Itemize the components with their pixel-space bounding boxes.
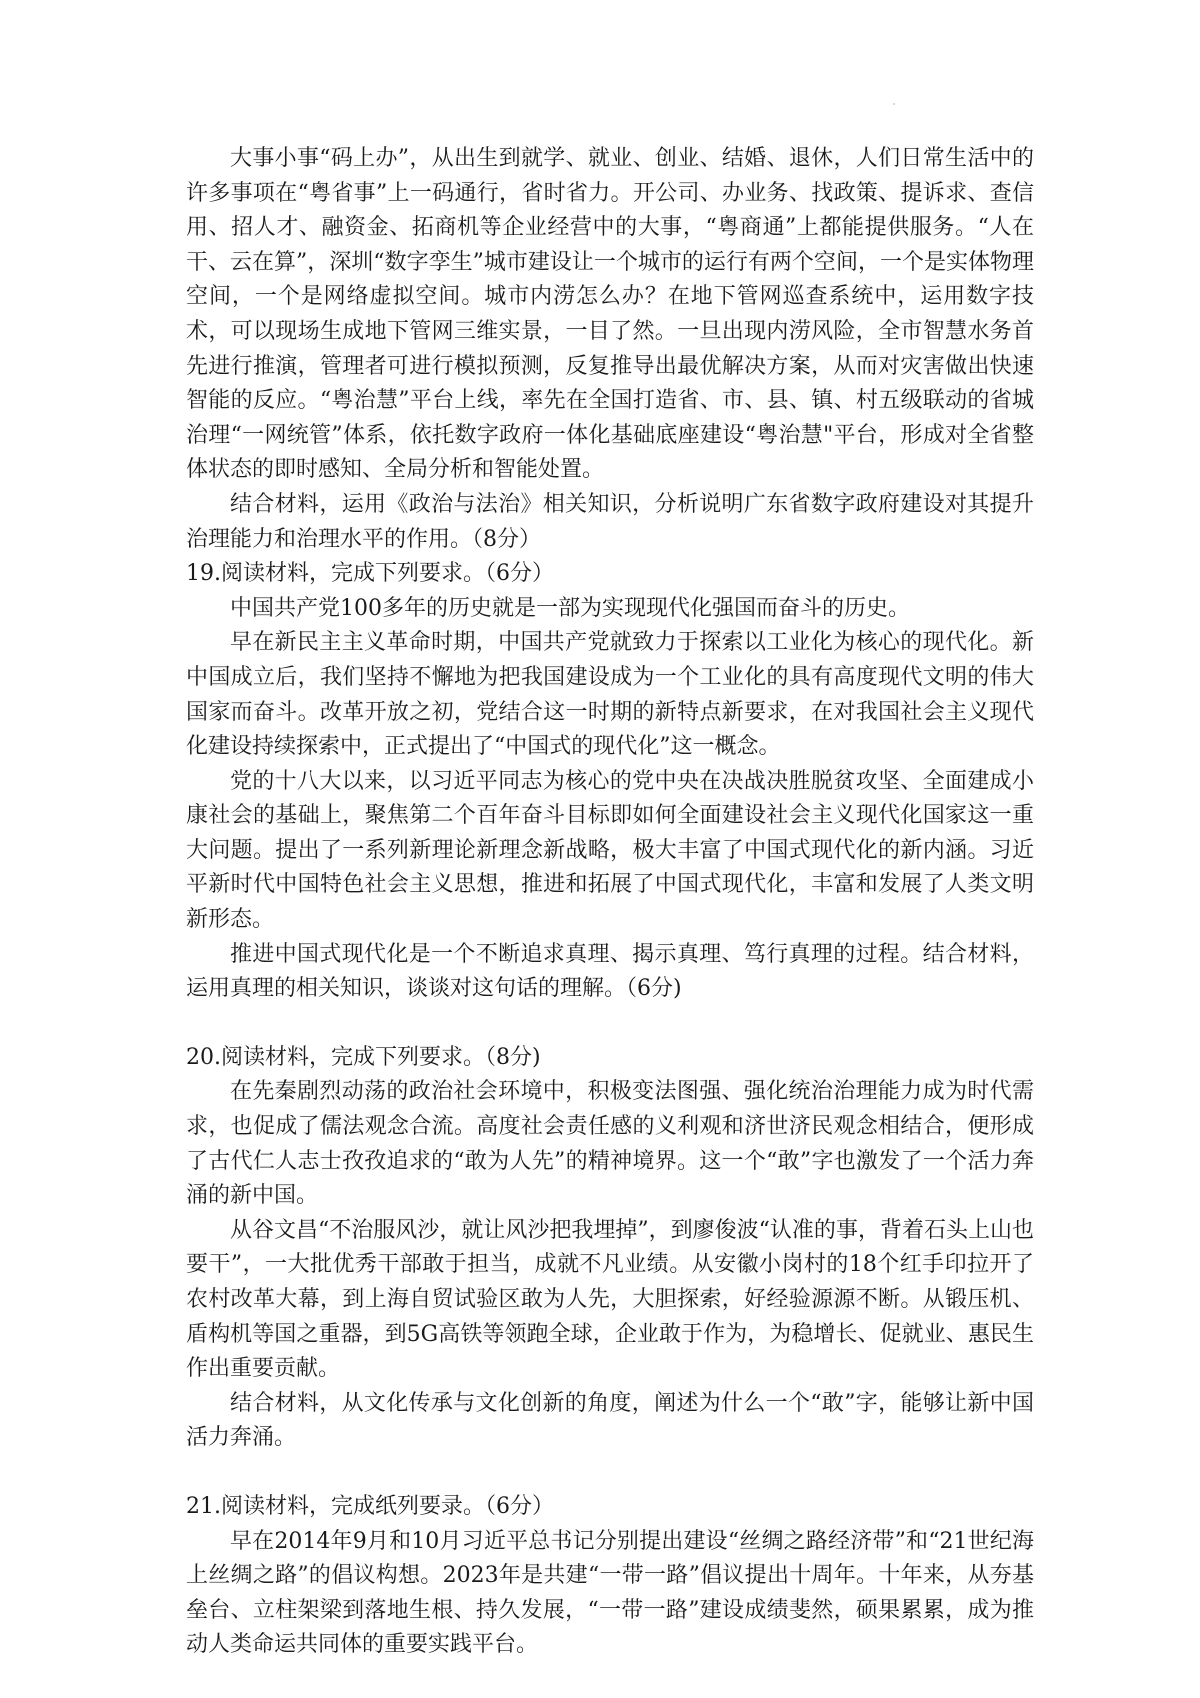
q20-paragraph: 从谷文昌“不治服风沙，就让风沙把我埋掉”，到廖俊波“认准的事，背着石头上山也要干”，一大批优秀干部敢于担当，成就不凡业绩。从安徽小岗村的18个红手印拉开了农村改革大幕，到上海自贸试验区敢为人先，大胆探索，好经验源源不断。从锻压机、盾构机等国之重器，到5G高铁等领跑全球，企业敢于作为，为稳增长、促就业、惠民生作出重要贡献。 bbox=[186, 1217, 1034, 1382]
q19-question: 推进中国式现代化是一个不断追求真理、揭示真理、笃行真理的过程。结合材料，运用真理的相关知识，谈谈对这句话的理解。（6分) bbox=[186, 941, 1034, 1002]
q19-paragraph: 中国共产党100多年的历史就是一部为实现现代化强国而奋斗的历史。 bbox=[230, 595, 910, 621]
q21-paragraph: 早在2014年9月和10月习近平总书记分别提出建设“丝绸之路经济带”和“21世纪海上丝绸之路”的倡议构想。2023年是共建“一带一路”倡议提出十周年。十年来，从夯基垒台、立柱架梁到落地生根、持久发展，“一带一路”建设成绩斐然，硕果累累，成为推动人类命运共同体的重要实践平台。 bbox=[186, 1528, 1034, 1658]
section-gap bbox=[186, 1007, 1034, 1041]
q19-paragraph: 早在新民主主义革命时期，中国共产党就致力于探索以工业化为核心的现代化。新中国成立后，我们坚持不懈地为把我国建设成为一个工业化的具有高度现代文明的伟大国家而奋斗。改革开放之初，党结合这一时期的新特点新要求，在对我国社会主义现代化建设持续探索中，正式提出了“中国式的现代化”这一概念。 bbox=[186, 630, 1034, 760]
q21-heading: 21.阅读材料，完成纸列要录。（6分） bbox=[186, 1493, 554, 1519]
q18-material: 大事小事“码上办”，从出生到就学、就业、创业、结婚、退休，人们日常生活中的许多事项在“粤省事”上一码通行，省时省力。开公司、办业务、找政策、提诉求、查信用、招人才、融资金、拓商机等企业经营中的大事，“粤商通”上都能提供服务。“人在干、云在算”，深圳“数字孪生”城市建设让一个城市的运行有两个空间，一个是实体物理空间，一个是网络虚拟空间。城市内涝怎么办？在地下管网巡查系统中，运用数字技术，可以现场生成地下管网三维实景，一目了然。一旦出现内涝风险，全市智慧水务首先进行推演，管理者可进行模拟预测，反复推导出最优解决方案，从而对灾害做出快速智能的反应。“粤治慧”平台上线，率先在全国打造省、市、县、镇、村五级联动的省城治理“一网统管”体系，依托数字政府一体化基础底座建设“粤治慧"平台，形成对全省整体状态的即时感知、全局分析和智能处置。 bbox=[186, 146, 1034, 483]
q20-paragraph: 在先秦剧烈动荡的政治社会环境中，积极变法图强、强化统治治理能力成为时代需求，也促成了儒法观念合流。高度社会责任感的义利观和济世济民观念相结合，便形成了古代仁人志士孜孜追求的“敢为人先”的精神境界。这一个“敢”字也激发了一个活力奔涌的新中国。 bbox=[186, 1079, 1034, 1209]
section-gap bbox=[186, 1456, 1034, 1490]
q19-paragraph: 党的十八大以来，以习近平同志为核心的党中央在决战决胜脱贫攻坚、全面建成小康社会的基础上，聚焦第二个百年奋斗目标即如何全面建设社会主义现代化国家这一重大问题。提出了一系列新理论新理念新战略，极大丰富了中国式现代化的新内涵。习近平新时代中国特色社会主义思想，推进和拓展了中国式现代化，丰富和发展了人类文明新形态。 bbox=[186, 768, 1034, 933]
q18-question: 结合材料，运用《政治与法治》相关知识，分析说明广东省数字政府建设对其提升治理能力和治理水平的作用。（8分） bbox=[186, 491, 1034, 552]
q20-heading: 20.阅读材料，完成下列要求。（8分) bbox=[186, 1044, 541, 1070]
q20-question: 结合材料，从文化传承与文化创新的角度，阐述为什么一个“敢”字，能够让新中国活力奔涌。 bbox=[186, 1390, 1034, 1451]
scan-speck bbox=[893, 103, 895, 105]
exam-page bbox=[186, 142, 1034, 1663]
q19-heading: 19.阅读材料，完成下列要求。（6分） bbox=[186, 561, 554, 587]
